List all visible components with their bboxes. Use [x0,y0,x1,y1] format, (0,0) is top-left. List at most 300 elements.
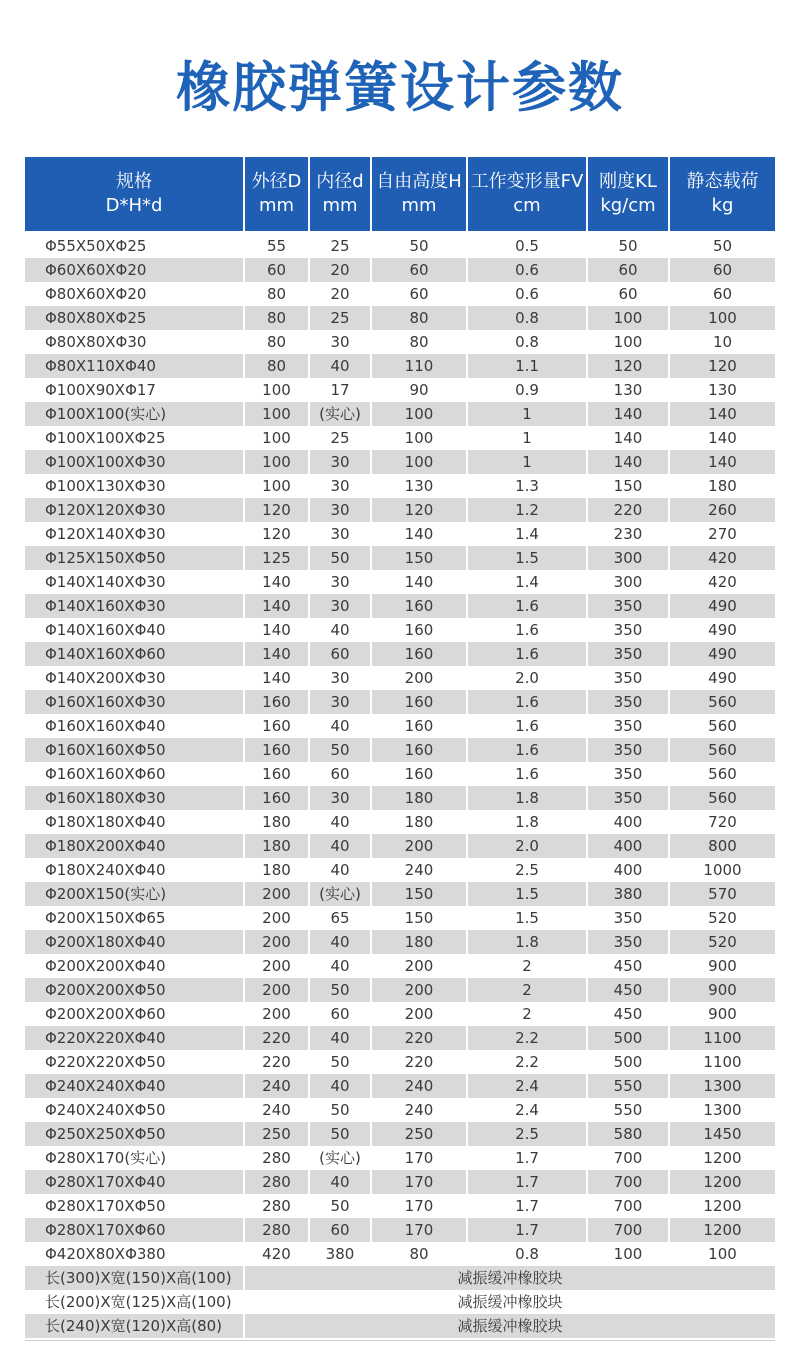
value-cell: 350 [587,618,669,642]
value-cell: 30 [309,690,371,714]
spec-cell: 长(240)X宽(120)X高(80) [25,1314,244,1338]
value-cell: 180 [244,858,309,882]
value-cell: 50 [371,234,467,258]
table-row [25,1074,775,1098]
column-header-6 [669,157,775,231]
value-cell: 60 [587,258,669,282]
value-cell: 1.6 [467,690,587,714]
value-cell: 25 [309,234,371,258]
table-row [25,642,775,666]
value-cell: 20 [309,282,371,306]
value-cell: 30 [309,666,371,690]
value-cell: 170 [371,1146,467,1170]
value-cell: 140 [669,450,775,474]
value-cell: 65 [309,906,371,930]
spec-cell: Φ180X180XΦ40 [25,810,244,834]
value-cell: 50 [309,546,371,570]
spec-cell: Φ120X120XΦ30 [25,498,244,522]
spec-cell: Φ200X180XΦ40 [25,930,244,954]
spec-cell: Φ80X110XΦ40 [25,354,244,378]
table-row [25,402,775,426]
value-cell: 40 [309,858,371,882]
value-cell: 1 [467,426,587,450]
value-cell: 50 [587,234,669,258]
value-cell: 570 [669,882,775,906]
table-row [25,762,775,786]
table-row [25,306,775,330]
value-cell: 1.7 [467,1218,587,1242]
column-header-label: 工作变形量FV [470,171,584,192]
value-cell: 1200 [669,1218,775,1242]
spec-cell: Φ200X200XΦ50 [25,978,244,1002]
value-cell: 380 [309,1242,371,1266]
column-header-unit: mm [401,195,437,216]
value-cell: 60 [244,258,309,282]
value-cell: 350 [587,594,669,618]
value-cell: 180 [244,834,309,858]
value-cell: 560 [669,786,775,810]
value-cell: 2.4 [467,1098,587,1122]
table-row [25,594,775,618]
value-cell: (实心) [309,402,371,426]
value-cell: 170 [371,1218,467,1242]
value-cell: 350 [587,738,669,762]
value-cell: 450 [587,954,669,978]
column-header-4 [467,157,587,231]
table-row [25,378,775,402]
spec-cell: Φ100X100(实心) [25,402,244,426]
column-header-1 [244,157,309,231]
value-cell: 30 [309,498,371,522]
spec-cell: Φ200X150(实心) [25,882,244,906]
page-title: 橡胶弹簧设计参数 [176,56,624,119]
value-cell: 50 [309,738,371,762]
value-cell: 160 [244,762,309,786]
value-cell: 280 [244,1194,309,1218]
value-cell: 2 [467,954,587,978]
value-cell: 1.6 [467,714,587,738]
value-cell: 260 [669,498,775,522]
value-cell: 900 [669,978,775,1002]
spec-cell: Φ60X60XΦ20 [25,258,244,282]
value-cell: 240 [371,858,467,882]
value-cell: 490 [669,666,775,690]
value-cell: 160 [244,714,309,738]
table-row [25,330,775,354]
value-cell: 0.6 [467,258,587,282]
value-cell: 350 [587,666,669,690]
value-cell: 1.6 [467,642,587,666]
value-cell: 250 [244,1122,309,1146]
spec-cell: Φ280X170XΦ60 [25,1218,244,1242]
value-cell: 400 [587,858,669,882]
value-cell: 100 [371,426,467,450]
value-cell: 80 [244,282,309,306]
value-cell: 140 [587,450,669,474]
value-cell: 40 [309,954,371,978]
spec-cell: Φ200X200XΦ40 [25,954,244,978]
value-cell: 60 [309,1002,371,1026]
value-cell: 170 [371,1194,467,1218]
description-cell: 减振缓冲橡胶块 [244,1266,775,1290]
value-cell: 30 [309,786,371,810]
value-cell: 1200 [669,1146,775,1170]
value-cell: 1.6 [467,738,587,762]
value-cell: 560 [669,762,775,786]
value-cell: 80 [371,306,467,330]
value-cell: 200 [371,954,467,978]
table-row [25,690,775,714]
table-row [25,474,775,498]
value-cell: 30 [309,450,371,474]
value-cell: 25 [309,306,371,330]
spec-cell: Φ280X170XΦ50 [25,1194,244,1218]
value-cell: 30 [309,594,371,618]
value-cell: 0.5 [467,234,587,258]
value-cell: 140 [587,402,669,426]
value-cell: 60 [309,642,371,666]
spec-cell: Φ180X200XΦ40 [25,834,244,858]
value-cell: 350 [587,762,669,786]
value-cell: 160 [371,738,467,762]
value-cell: 40 [309,1074,371,1098]
value-cell: 160 [371,762,467,786]
value-cell: (实心) [309,882,371,906]
description-cell: 减振缓冲橡胶块 [244,1314,775,1338]
spec-cell: Φ100X100XΦ30 [25,450,244,474]
value-cell: 40 [309,1170,371,1194]
value-cell: 100 [244,474,309,498]
spec-cell: Φ160X180XΦ30 [25,786,244,810]
value-cell: 130 [669,378,775,402]
column-header-unit: mm [258,195,295,216]
value-cell: 200 [244,882,309,906]
value-cell: 160 [244,786,309,810]
value-cell: 30 [309,522,371,546]
spec-cell: Φ220X220XΦ40 [25,1026,244,1050]
value-cell: 560 [669,714,775,738]
value-cell: 220 [244,1050,309,1074]
value-cell: 700 [587,1194,669,1218]
value-cell: 60 [371,282,467,306]
spec-cell: Φ80X60XΦ20 [25,282,244,306]
table-row [25,546,775,570]
value-cell: 140 [244,642,309,666]
value-cell: 140 [244,570,309,594]
value-cell: 400 [587,834,669,858]
value-cell: 240 [371,1074,467,1098]
value-cell: 60 [669,282,775,306]
value-cell: 180 [371,810,467,834]
value-cell: 700 [587,1146,669,1170]
table-row [25,666,775,690]
spec-cell: Φ160X160XΦ50 [25,738,244,762]
value-cell: 120 [244,522,309,546]
table-row [25,1290,775,1314]
value-cell: 180 [371,786,467,810]
value-cell: 500 [587,1026,669,1050]
value-cell: 160 [371,642,467,666]
value-cell: 2.2 [467,1026,587,1050]
table-row [25,618,775,642]
table-row [25,858,775,882]
value-cell: 50 [309,1122,371,1146]
value-cell: 1.8 [467,810,587,834]
table-header-row [25,157,775,231]
value-cell: 120 [244,498,309,522]
value-cell: 140 [244,618,309,642]
spec-cell: Φ140X140XΦ30 [25,570,244,594]
column-header-unit: kg [711,195,734,216]
value-cell: 50 [309,1194,371,1218]
value-cell: 1.5 [467,882,587,906]
value-cell: 0.6 [467,282,587,306]
table-row [25,978,775,1002]
table-row [25,1002,775,1026]
spec-cell: Φ280X170(实心) [25,1146,244,1170]
value-cell: 100 [244,402,309,426]
table-bottom-divider [25,1340,775,1341]
value-cell: 40 [309,810,371,834]
column-header-label: 外径D [251,171,302,192]
value-cell: 100 [587,1242,669,1266]
value-cell: 1.7 [467,1146,587,1170]
value-cell: 1 [467,450,587,474]
value-cell: 240 [371,1098,467,1122]
value-cell: 420 [244,1242,309,1266]
spec-cell: Φ140X160XΦ40 [25,618,244,642]
value-cell: 200 [371,978,467,1002]
column-header-unit: kg/cm [600,195,656,216]
value-cell: 520 [669,930,775,954]
value-cell: 140 [587,426,669,450]
value-cell: 60 [309,762,371,786]
value-cell: 160 [244,738,309,762]
value-cell: 130 [371,474,467,498]
spec-cell: Φ160X160XΦ30 [25,690,244,714]
value-cell: 140 [244,666,309,690]
value-cell: 1.5 [467,546,587,570]
value-cell: 80 [371,330,467,354]
value-cell: 40 [309,354,371,378]
value-cell: 1200 [669,1170,775,1194]
spec-cell: Φ160X160XΦ60 [25,762,244,786]
value-cell: 220 [587,498,669,522]
value-cell: 1100 [669,1026,775,1050]
value-cell: 1300 [669,1098,775,1122]
table-row [25,258,775,282]
value-cell: 200 [244,978,309,1002]
value-cell: 220 [371,1050,467,1074]
value-cell: 100 [244,426,309,450]
value-cell: 580 [587,1122,669,1146]
value-cell: 40 [309,834,371,858]
value-cell: 490 [669,594,775,618]
spec-cell: Φ420X80XΦ380 [25,1242,244,1266]
value-cell: 30 [309,330,371,354]
value-cell: 1.1 [467,354,587,378]
value-cell: 160 [244,690,309,714]
table-row [25,1146,775,1170]
table-row [25,1026,775,1050]
value-cell: 40 [309,618,371,642]
column-header-3 [371,157,467,231]
value-cell: 170 [371,1170,467,1194]
value-cell: 50 [309,1098,371,1122]
value-cell: 200 [244,1002,309,1026]
value-cell: 0.8 [467,1242,587,1266]
value-cell: 350 [587,642,669,666]
value-cell: 100 [669,1242,775,1266]
value-cell: 110 [371,354,467,378]
value-cell: 55 [244,234,309,258]
spec-cell: Φ140X160XΦ60 [25,642,244,666]
column-header-unit: D*H*d [105,195,163,216]
value-cell: (实心) [309,1146,371,1170]
value-cell: 300 [587,546,669,570]
value-cell: 30 [309,474,371,498]
spec-cell: Φ220X220XΦ50 [25,1050,244,1074]
value-cell: 40 [309,930,371,954]
column-header-unit: mm [322,195,358,216]
table-row [25,930,775,954]
value-cell: 400 [587,810,669,834]
value-cell: 90 [371,378,467,402]
value-cell: 180 [371,930,467,954]
value-cell: 2.5 [467,1122,587,1146]
value-cell: 280 [244,1170,309,1194]
value-cell: 160 [371,690,467,714]
value-cell: 100 [244,378,309,402]
spec-cell: Φ140X200XΦ30 [25,666,244,690]
value-cell: 900 [669,1002,775,1026]
table-row [25,1266,775,1290]
value-cell: 700 [587,1218,669,1242]
table-row [25,1050,775,1074]
value-cell: 560 [669,690,775,714]
table-row [25,282,775,306]
value-cell: 140 [371,570,467,594]
value-cell: 180 [669,474,775,498]
table-row [25,1242,775,1266]
value-cell: 120 [587,354,669,378]
spec-cell: Φ200X200XΦ60 [25,1002,244,1026]
table-row [25,906,775,930]
value-cell: 2.5 [467,858,587,882]
table-row [25,1218,775,1242]
value-cell: 220 [371,1026,467,1050]
value-cell: 200 [244,930,309,954]
spec-cell: Φ250X250XΦ50 [25,1122,244,1146]
value-cell: 550 [587,1074,669,1098]
value-cell: 2.4 [467,1074,587,1098]
value-cell: 100 [669,306,775,330]
value-cell: 250 [371,1122,467,1146]
table-row [25,738,775,762]
value-cell: 40 [309,1026,371,1050]
value-cell: 125 [244,546,309,570]
value-cell: 1.2 [467,498,587,522]
value-cell: 1.7 [467,1170,587,1194]
value-cell: 200 [371,834,467,858]
table-row [25,882,775,906]
value-cell: 520 [669,906,775,930]
value-cell: 1.4 [467,522,587,546]
table-row [25,810,775,834]
value-cell: 280 [244,1146,309,1170]
value-cell: 450 [587,1002,669,1026]
value-cell: 150 [371,882,467,906]
value-cell: 2 [467,1002,587,1026]
value-cell: 380 [587,882,669,906]
value-cell: 1.7 [467,1194,587,1218]
value-cell: 60 [309,1218,371,1242]
spec-cell: Φ100X100XΦ25 [25,426,244,450]
value-cell: 100 [371,402,467,426]
table-row [25,1122,775,1146]
value-cell: 180 [244,810,309,834]
value-cell: 350 [587,786,669,810]
spec-cell: Φ200X150XΦ65 [25,906,244,930]
spec-cell: 长(200)X宽(125)X高(100) [25,1290,244,1314]
spec-cell: Φ240X240XΦ50 [25,1098,244,1122]
value-cell: 350 [587,690,669,714]
spec-cell: 长(300)X宽(150)X高(100) [25,1266,244,1290]
value-cell: 350 [587,714,669,738]
spec-cell: Φ100X90XΦ17 [25,378,244,402]
value-cell: 50 [669,234,775,258]
value-cell: 140 [371,522,467,546]
value-cell: 1100 [669,1050,775,1074]
value-cell: 1.6 [467,762,587,786]
value-cell: 17 [309,378,371,402]
spring-parameter-table [25,157,775,1338]
value-cell: 1.5 [467,906,587,930]
value-cell: 350 [587,930,669,954]
value-cell: 120 [371,498,467,522]
value-cell: 240 [244,1098,309,1122]
value-cell: 0.8 [467,330,587,354]
value-cell: 300 [587,570,669,594]
column-header-label: 规格 [116,171,152,192]
value-cell: 1200 [669,1194,775,1218]
table-row [25,1098,775,1122]
value-cell: 130 [587,378,669,402]
table-row [25,1194,775,1218]
table-row [25,426,775,450]
value-cell: 140 [669,426,775,450]
value-cell: 200 [371,1002,467,1026]
table-row [25,954,775,978]
table-row [25,450,775,474]
value-cell: 220 [244,1026,309,1050]
value-cell: 490 [669,618,775,642]
value-cell: 900 [669,954,775,978]
column-header-5 [587,157,669,231]
value-cell: 1.8 [467,786,587,810]
value-cell: 230 [587,522,669,546]
table-row [25,570,775,594]
value-cell: 20 [309,258,371,282]
table-row [25,354,775,378]
spec-cell: Φ240X240XΦ40 [25,1074,244,1098]
column-header-label: 静态载荷 [686,171,759,192]
value-cell: 280 [244,1218,309,1242]
value-cell: 350 [587,906,669,930]
value-cell: 200 [371,666,467,690]
value-cell: 420 [669,570,775,594]
value-cell: 1.4 [467,570,587,594]
